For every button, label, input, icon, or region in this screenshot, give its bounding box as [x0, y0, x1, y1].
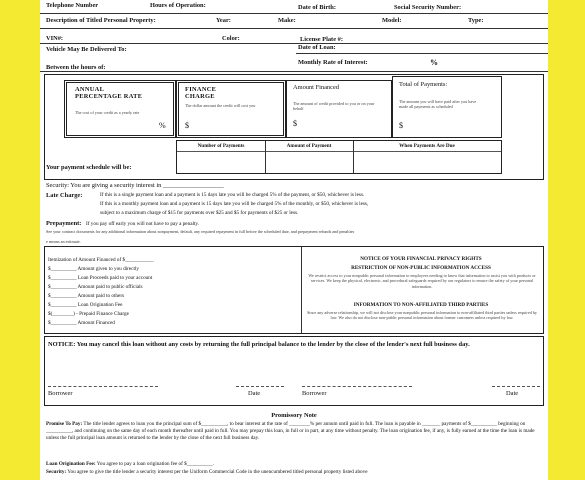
- payment-schedule-label: Your payment schedule will be:: [46, 164, 132, 171]
- late-charge-line-1: If this is a single payment loan and a payment is 15 days late you will be charged 5% of the payment, or $50, whichever is less.: [100, 192, 365, 198]
- type-label: Type:: [468, 17, 484, 24]
- col-number-payments: Number of Payments: [197, 143, 245, 149]
- percent-sign: %: [430, 58, 438, 67]
- monthly-rate-label: Monthly Rate of Interest:: [298, 59, 368, 66]
- col-when-due: When Payments Are Due: [399, 143, 455, 149]
- divider: [296, 53, 548, 54]
- privacy-paragraph-2: Since any adverse relationship, we will not disclose your nonpublic personal information to non-affiliated third parties unless required by law. We also do not disclose non-public personal information about former customers unless required by law.: [306, 310, 538, 321]
- itemization-row: $__________ Loan Origination Fee: [48, 302, 123, 308]
- itemization-row: $__________ Amount Financed: [48, 320, 115, 326]
- amount-financed-title: Amount Financed: [293, 84, 339, 91]
- date-label: Date: [248, 390, 261, 397]
- color-label: Color:: [222, 35, 240, 42]
- loan-form-page: [40, 0, 548, 480]
- privacy-title: NOTICE OF YOUR FINANCIAL PRIVACY RIGHTS: [360, 256, 482, 262]
- total-payments-symbol: $: [399, 121, 403, 130]
- see-contract-text: See your contract documents for any additional information about nonpayment, default, any required repayment in full before the scheduled date, and prepayment refunds and penalties: [46, 229, 355, 234]
- privacy-subtitle-1: RESTRICTION OF NON-PUBLIC INFORMATION ACCESS: [351, 265, 491, 271]
- amount-financed-subtitle: The amount of credit provided to you or on your behalf: [293, 101, 375, 111]
- ssn-label: Social Security Number:: [394, 4, 462, 11]
- amount-financed-box: [286, 80, 392, 138]
- borrower-label: Borrower: [48, 390, 73, 397]
- finance-charge-title: FINANCE CHARGE: [185, 86, 217, 100]
- security-label: Security:: [46, 469, 67, 475]
- vin-label: VIN#:: [46, 35, 64, 42]
- itemization-row: $(________) - Prepaid Finance Charge: [48, 311, 129, 317]
- origination-fee-text: You agree to pay a loan origination fee of $__________.: [96, 461, 215, 467]
- notice-label: NOTICE:: [48, 341, 76, 348]
- promise-label: Promise To Pay:: [46, 421, 83, 427]
- divider: [40, 71, 548, 72]
- apr-title: ANNUAL PERCENTAGE RATE: [75, 86, 143, 100]
- make-label: Make:: [278, 17, 296, 24]
- date-label: Date: [506, 390, 519, 397]
- divider: [40, 28, 548, 29]
- date-line: [492, 386, 540, 387]
- privacy-subtitle-2: INFORMATION TO NON-AFFILIATED THIRD PARTIES: [353, 302, 489, 308]
- total-payments-subtitle: The amount you will have paid after you have made all payments as scheduled: [399, 99, 477, 109]
- col-amount-payment: Amount of Payment: [286, 143, 332, 149]
- divider: [40, 13, 548, 14]
- promise-to-pay-paragraph: [46, 421, 542, 441]
- hours-label: Hours of Operation:: [150, 2, 206, 9]
- promissory-title: Promissory Note: [271, 412, 317, 419]
- security-line: [46, 469, 368, 475]
- between-hours-label: Between the hours of:: [46, 64, 106, 71]
- itemization-title: Itemization of Amount Financed of $___________: [48, 257, 154, 263]
- model-label: Model:: [382, 17, 402, 24]
- amount-financed-symbol: $: [293, 119, 297, 128]
- finance-charge-subtitle: The dollar amount the credit will cost you: [185, 103, 256, 108]
- telephone-label: Telephone Number: [46, 2, 99, 9]
- finance-charge-box: [176, 80, 286, 138]
- origination-fee-label: Loan Origination Fee:: [46, 461, 96, 467]
- late-charge-line-3: subject to a maximum charge of $15 for payments over $25 and $5 for payments of $25 or less.: [100, 210, 299, 216]
- total-payments-box: [392, 76, 502, 138]
- late-charge-label: Late Charge:: [46, 192, 83, 199]
- prepayment-label: Prepayment:: [46, 220, 82, 227]
- estimate-text: e means an estimate.: [46, 239, 81, 244]
- license-label: License Plate #:: [300, 36, 343, 43]
- privacy-paragraph-1: We restrict access to your nonpublic personal information to employees needing to know that information to assist you with products or services. We keep the physical, electronic, and procedural safeguards required by our regulators to ensure the safety of your personal information.: [308, 273, 536, 289]
- apr-subtitle: The cost of your credit as a yearly rate: [75, 110, 140, 115]
- itemization-row: $__________ Loan Proceeds paid to your account: [48, 275, 153, 281]
- date-line: [236, 386, 284, 387]
- payment-schedule-table: [176, 140, 502, 174]
- notice-body: You may cancel this loan without any costs by returning the full principal balance to the lender by the close of the lender's next full business day.: [76, 341, 470, 348]
- notice-text: [48, 340, 534, 350]
- borrower-label: Borrower: [302, 390, 327, 397]
- finance-charge-symbol: $: [185, 121, 189, 130]
- late-charge-line-2: If this is a monthly payment loan and a payment is 15 days late you will be charged 5% of the monthly, or $50, whichever is less,: [100, 201, 369, 207]
- itemization-row: $__________ Amount paid to public officials: [48, 284, 143, 290]
- year-label: Year:: [216, 17, 231, 24]
- dob-label: Date of Birth:: [298, 4, 336, 11]
- apr-box: [64, 80, 176, 138]
- delivered-label: Vehicle May Be Delivered To:: [46, 46, 127, 53]
- itemization-row: $__________ Amount paid to others: [48, 293, 125, 299]
- security-note-text: You agree to give the title lender a security interest per the Uniform Commercial Code in the unencumbered titled personal property listed above: [67, 469, 368, 475]
- signature-line: [48, 386, 158, 387]
- description-label: Description of Titled Personal Property:: [46, 17, 156, 24]
- apr-symbol: %: [159, 121, 166, 130]
- itemization-row: $__________ Amount given to you directly: [48, 266, 139, 272]
- table-header-line: [177, 151, 501, 152]
- promise-text: The title lender agrees to loan you the principal sum of $__________, to bear interest at the rate of ________% per annum until paid in full. The loan is payable in _______ payments of $__________ beginning on __________, and continuing on the same day of each month thereafter until paid in full. You may prepay this loan, in full or in part, at any time without penalty. The loan origination fee, if any, is fully earned at the time the loan is made unless the full principal loan amount is returned to the lender by the close of the next full business day.: [46, 421, 535, 441]
- total-payments-title: Total of Payments:: [399, 81, 448, 88]
- date-of-loan-label: Date of Loan:: [298, 44, 336, 51]
- security-text: Security: You are giving a security interest in ___________________: [46, 182, 224, 189]
- prepayment-text: If you pay off early you will not have to pay a penalty.: [86, 221, 199, 227]
- divider: [40, 43, 548, 44]
- signature-line: [302, 386, 412, 387]
- origination-fee-line: [46, 461, 214, 467]
